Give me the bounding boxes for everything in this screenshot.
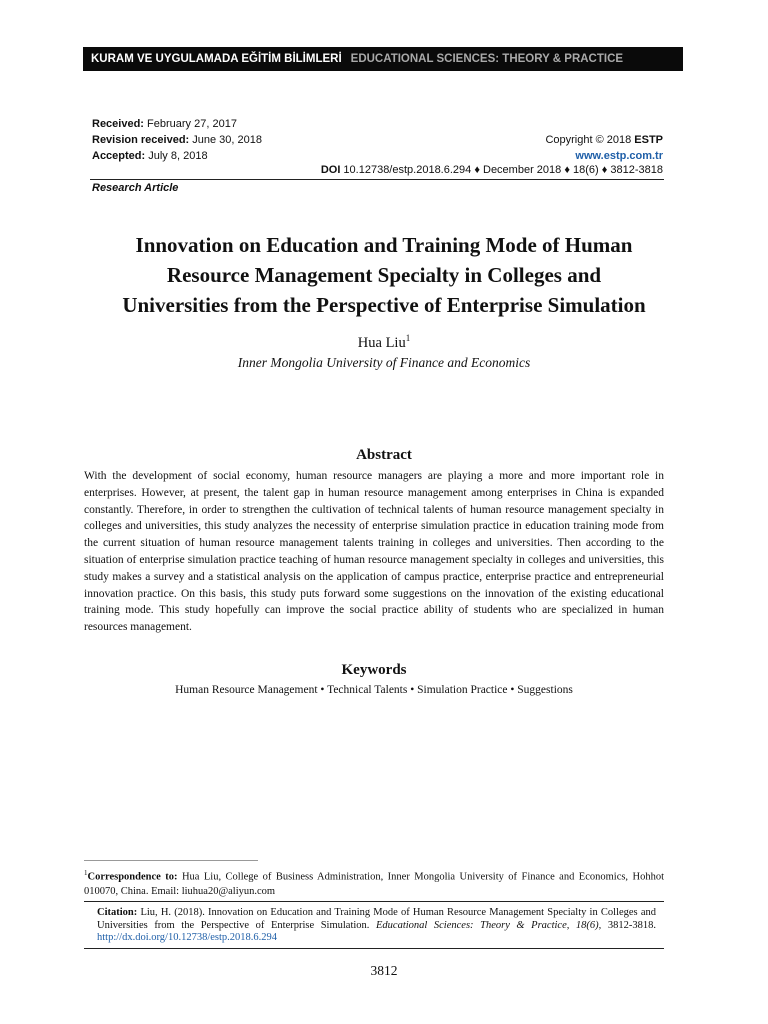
received-label: Received: xyxy=(92,118,144,130)
doi-value: 10.12738/estp.2018.6.294 ♦ December 2018 ♦ 18(6) ♦ 3812-3818 xyxy=(340,164,663,176)
revision-value: June 30, 2018 xyxy=(189,134,263,146)
citation-label: Citation: xyxy=(97,907,138,918)
header-divider xyxy=(90,179,664,180)
footnote-label: Correspondence to: xyxy=(87,871,178,883)
revision-label: Revision received: xyxy=(92,134,190,146)
author-affiliation: Inner Mongolia University of Finance and Economics xyxy=(237,355,531,370)
copyright-line xyxy=(545,132,663,148)
article-title xyxy=(84,230,684,320)
footnote-text: Hua Liu, College of Business Administration, Inner Mongolia University of Finance and Economics, Hohhot 010070, China. Email: liuhua20@aliyun.com xyxy=(84,871,665,897)
citation-text: Liu, H. (2018). Innovation on Education and Training Mode of Human Resource Management Specialty in Colleges and Universities from the Perspective of Enterprise Simulation. xyxy=(97,907,656,931)
keywords-heading: Keywords xyxy=(341,662,407,678)
abstract-text: With the development of social economy, human resource managers are playing a more and more important role in enterprises. However, at present, the talent gap in human resource management among enterprises in China is expanded constantly. Therefore, in order to strengthen the cultivation of technical talents of human resource management specialty in colleges and universities, this study analyzes the necessity of enterprise simulation practice in education training mode from the current situation of human resource management talents training in colleges and universities. Then according to the situation of enterprise simulation practice teaching of human resource management specialty in colleges and universities, this study makes a survey and a statistical analysis on the application of campus practice, enterprise practice and entrepreneurial innovation practice. On this basis, this study puts forward some suggestions on the innovation of the existing educational training mode. This study hopefully can improve the social practice ability of students who are specialized in human resources management. xyxy=(84,470,664,634)
page-number: 3812 xyxy=(370,963,398,978)
citation-journal: Educational Sciences: Theory & Practice, 18(6), xyxy=(376,919,602,931)
doi-label: DOI xyxy=(320,164,341,176)
journal-banner xyxy=(83,47,683,71)
accepted-date xyxy=(92,148,262,164)
author-footnote-mark: 1 xyxy=(405,333,411,343)
copyright-text: Copyright © 2018 xyxy=(545,134,635,146)
journal-name-english: EDUCATIONAL SCIENCES: THEORY & PRACTICE xyxy=(350,53,624,65)
citation-pages: 3812-3818. xyxy=(601,919,657,931)
author-line xyxy=(84,333,684,352)
copyright-org: ESTP xyxy=(634,134,663,146)
journal-website-link[interactable]: www.estp.com.tr xyxy=(575,150,663,162)
abstract-heading: Abstract xyxy=(356,447,412,463)
received-value: February 27, 2017 xyxy=(143,118,237,130)
keywords-list: Human Resource Management • Technical Talents • Simulation Practice • Suggestions xyxy=(175,684,573,696)
correspondence-footnote xyxy=(84,866,664,899)
revision-date xyxy=(92,132,262,148)
title-line: Innovation on Education and Training Mode of Human xyxy=(135,233,633,257)
article-type: Research Article xyxy=(92,182,179,194)
title-line: Resource Management Specialty in Colleges and xyxy=(166,263,602,287)
doi-line xyxy=(321,164,663,177)
footnote-divider xyxy=(84,860,258,861)
accepted-label: Accepted: xyxy=(92,150,146,162)
citation-doi-link[interactable]: http://dx.doi.org/10.12738/estp.2018.6.294 xyxy=(97,932,278,943)
author-name: Hua Liu xyxy=(357,334,406,351)
citation-box xyxy=(84,901,664,949)
journal-name-turkish: KURAM VE UYGULAMADA EĞİTİM BİLİMLERİ xyxy=(91,53,342,65)
submission-dates xyxy=(92,116,262,164)
received-date xyxy=(92,116,262,132)
title-line: Universities from the Perspective of Enterprise Simulation xyxy=(122,293,646,317)
footnote-mark: 1 xyxy=(84,869,88,877)
copyright-block xyxy=(545,132,663,164)
accepted-value: July 8, 2018 xyxy=(145,150,208,162)
